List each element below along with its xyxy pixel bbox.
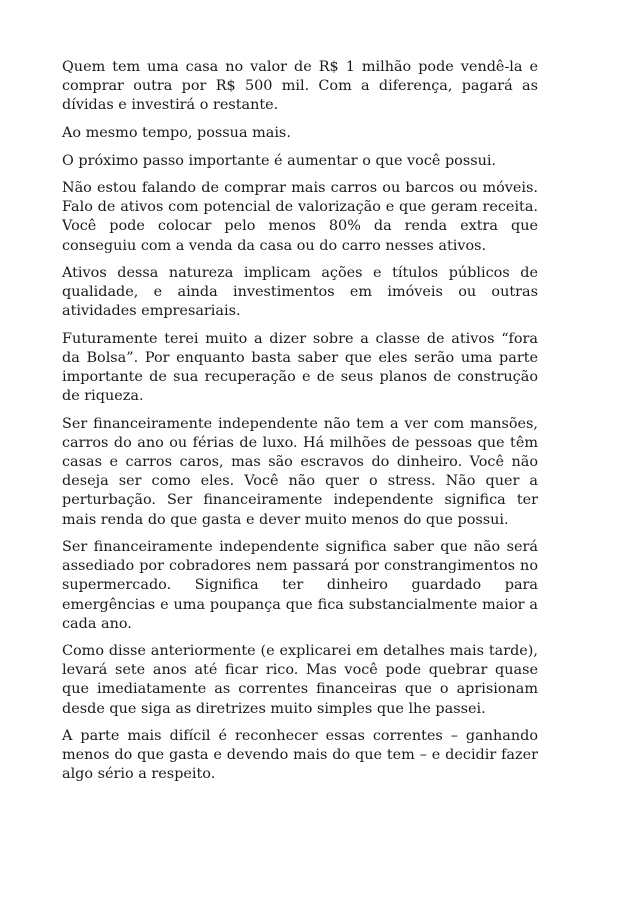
paragraph: Ativos dessa natureza implicam ações e títulos públicos de qualidade, e ainda investimentos em imóveis ou outras atividades empresariais. [62, 265, 538, 320]
paragraph: A parte mais difícil é reconhecer essas correntes – ganhando menos do que gasta e devendo mais do que tem – e decidir fazer algo sério a respeito. [62, 728, 538, 783]
paragraph: O próximo passo importante é aumentar o que você possui. [62, 152, 497, 169]
paragraph: Ao mesmo tempo, possua mais. [62, 124, 291, 141]
document-page [62, 58, 538, 793]
paragraph: Como disse anteriormente (e explicarei em detalhes mais tarde), levará sete anos até ficar rico. Mas você pode quebrar quase que imediatamente as correntes financeiras que o aprisionam desde que siga as diretrizes muito simples que lhe passei. [62, 643, 538, 717]
paragraph: Futuramente terei muito a dizer sobre a classe de ativos “fora da Bolsa”. Por enquanto basta saber que eles serão uma parte importante de sua recuperação e de seus planos de construção de riqueza. [62, 331, 538, 405]
paragraph: Ser financeiramente independente não tem a ver com mansões, carros do ano ou férias de luxo. Há milhões de pessoas que têm casas e carros caros, mas são escravos do dinheiro. Você não deseja ser como eles. Você não quer o stress. Não quer a perturbação. Ser financeiramente independente significa ter mais renda do que gasta e dever muito menos do que possui. [62, 416, 538, 528]
paragraph: Não estou falando de comprar mais carros ou barcos ou móveis. Falo de ativos com potencial de valorização e que geram receita. Você pode colocar pelo menos 80% da renda extra que conseguiu com a venda da casa ou do carro nesses ativos. [62, 180, 538, 254]
paragraph: Ser financeiramente independente significa saber que não será assediado por cobradores nem passará por constrangimentos no supermercado. Significa ter dinheiro guardado para emergências e uma poupança que fica substancialmente maior a cada ano. [62, 539, 538, 632]
paragraph: Quem tem uma casa no valor de R$ 1 milhão pode vendê-la e comprar outra por R$ 500 mil. Com a diferença, pagará as dívidas e investirá o restante. [62, 59, 538, 114]
